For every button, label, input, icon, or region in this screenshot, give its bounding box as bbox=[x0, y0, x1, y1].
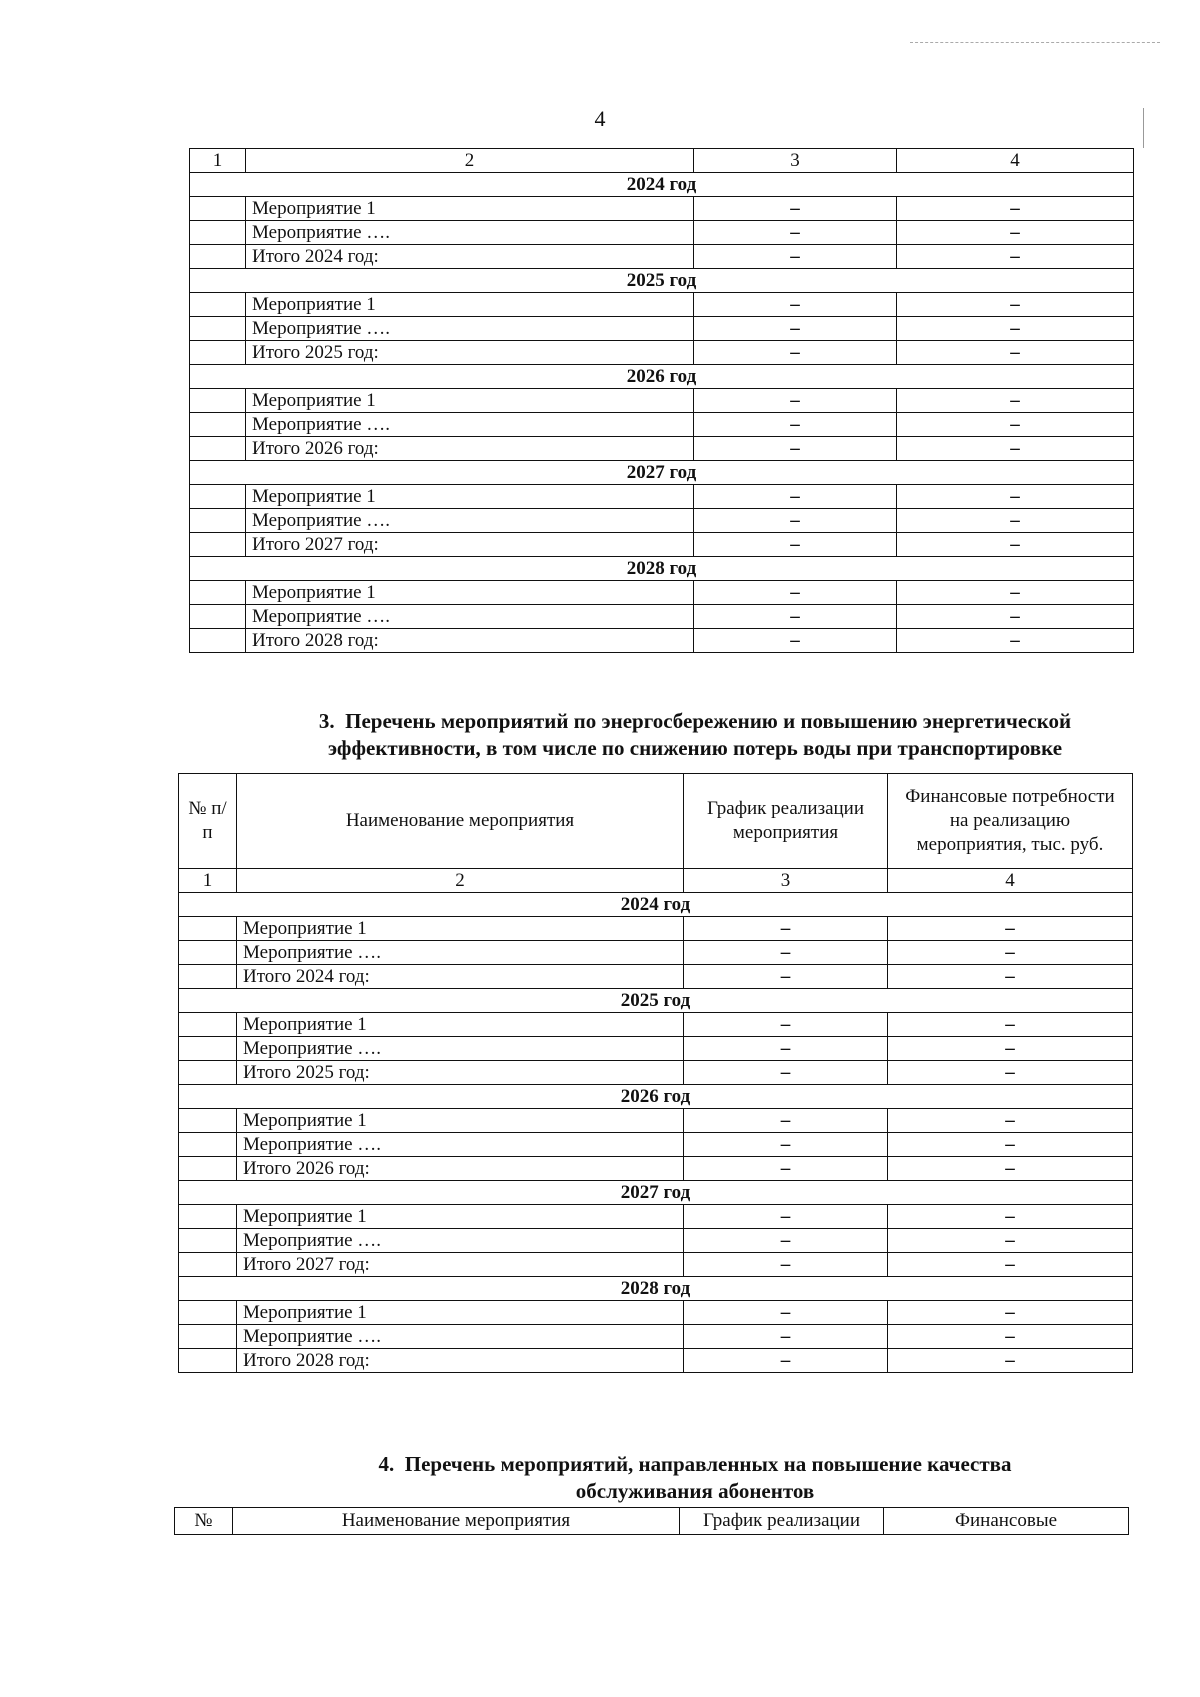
total-row bbox=[179, 1253, 1133, 1277]
event-name: Мероприятие …. bbox=[237, 1229, 684, 1253]
column-number-row bbox=[179, 869, 1133, 893]
table-row bbox=[179, 1013, 1133, 1037]
finance-cell: – bbox=[888, 1349, 1133, 1373]
table-row bbox=[190, 413, 1134, 437]
schedule-cell: – bbox=[684, 1229, 888, 1253]
year-label: 2026 год bbox=[179, 1085, 1133, 1109]
year-label: 2027 год bbox=[179, 1181, 1133, 1205]
finance-cell: – bbox=[897, 221, 1134, 245]
event-name: Мероприятие 1 bbox=[246, 197, 694, 221]
total-label: Итого 2027 год: bbox=[246, 533, 694, 557]
finance-cell: – bbox=[897, 389, 1134, 413]
column-number: 2 bbox=[246, 149, 694, 173]
table-continuation bbox=[189, 148, 1134, 653]
finance-cell: – bbox=[897, 293, 1134, 317]
finance-cell: – bbox=[888, 1061, 1133, 1085]
total-row bbox=[190, 341, 1134, 365]
header-schedule: График реализации bbox=[680, 1508, 884, 1535]
finance-cell: – bbox=[897, 413, 1134, 437]
header-number: № bbox=[175, 1508, 233, 1535]
finance-cell: – bbox=[888, 917, 1133, 941]
year-label: 2028 год bbox=[179, 1277, 1133, 1301]
finance-cell: – bbox=[888, 1229, 1133, 1253]
finance-cell: – bbox=[888, 1253, 1133, 1277]
schedule-cell: – bbox=[684, 1325, 888, 1349]
year-label: 2025 год bbox=[179, 989, 1133, 1013]
year-label: 2027 год bbox=[190, 461, 1134, 485]
year-row bbox=[179, 1181, 1133, 1205]
table-row bbox=[179, 1205, 1133, 1229]
finance-cell: – bbox=[888, 1325, 1133, 1349]
table-row bbox=[179, 1109, 1133, 1133]
schedule-cell: – bbox=[684, 965, 888, 989]
total-row bbox=[190, 629, 1134, 653]
total-label: Итого 2028 год: bbox=[246, 629, 694, 653]
header-schedule: График реализации мероприятия bbox=[684, 774, 888, 869]
total-row bbox=[190, 437, 1134, 461]
header-number: № п/п bbox=[179, 774, 237, 869]
schedule-cell: – bbox=[684, 1109, 888, 1133]
schedule-cell: – bbox=[684, 1061, 888, 1085]
schedule-cell: – bbox=[694, 221, 897, 245]
schedule-cell: – bbox=[684, 941, 888, 965]
finance-cell: – bbox=[888, 1157, 1133, 1181]
total-row bbox=[179, 965, 1133, 989]
section-3-title-line2: эффективности, в том числе по снижению потерь воды при транспортировке bbox=[327, 736, 1063, 760]
column-number: 1 bbox=[179, 869, 237, 893]
scan-artifact bbox=[910, 42, 1160, 43]
table-row bbox=[190, 389, 1134, 413]
table-row bbox=[179, 1133, 1133, 1157]
section-number: 3. bbox=[318, 709, 335, 733]
table-row bbox=[179, 941, 1133, 965]
finance-cell: – bbox=[897, 581, 1134, 605]
schedule-cell: – bbox=[684, 1349, 888, 1373]
finance-cell: – bbox=[897, 341, 1134, 365]
schedule-cell: – bbox=[694, 437, 897, 461]
schedule-cell: – bbox=[694, 389, 897, 413]
schedule-cell: – bbox=[694, 581, 897, 605]
column-number-row bbox=[190, 149, 1134, 173]
finance-cell: – bbox=[897, 197, 1134, 221]
year-row bbox=[190, 269, 1134, 293]
year-label: 2028 год bbox=[190, 557, 1134, 581]
total-label: Итого 2025 год: bbox=[237, 1061, 684, 1085]
column-number: 4 bbox=[888, 869, 1133, 893]
header-row bbox=[175, 1508, 1129, 1535]
event-name: Мероприятие …. bbox=[237, 1133, 684, 1157]
finance-cell: – bbox=[897, 485, 1134, 509]
year-row bbox=[179, 1085, 1133, 1109]
event-name: Мероприятие 1 bbox=[237, 1109, 684, 1133]
event-name: Мероприятие …. bbox=[237, 1037, 684, 1061]
finance-cell: – bbox=[888, 1109, 1133, 1133]
total-label: Итого 2027 год: bbox=[237, 1253, 684, 1277]
schedule-cell: – bbox=[694, 197, 897, 221]
finance-cell: – bbox=[897, 533, 1134, 557]
total-label: Итого 2028 год: bbox=[237, 1349, 684, 1373]
total-row bbox=[179, 1349, 1133, 1373]
finance-cell: – bbox=[888, 1013, 1133, 1037]
header-name: Наименование мероприятия bbox=[237, 774, 684, 869]
year-row bbox=[179, 1277, 1133, 1301]
event-name: Мероприятие 1 bbox=[237, 1205, 684, 1229]
table-row bbox=[190, 293, 1134, 317]
event-name: Мероприятие 1 bbox=[246, 389, 694, 413]
total-label: Итого 2026 год: bbox=[237, 1157, 684, 1181]
year-row bbox=[190, 173, 1134, 197]
schedule-cell: – bbox=[694, 413, 897, 437]
event-name: Мероприятие …. bbox=[237, 1325, 684, 1349]
event-name: Мероприятие …. bbox=[237, 941, 684, 965]
section-4-heading bbox=[260, 1451, 1130, 1505]
schedule-cell: – bbox=[694, 245, 897, 269]
table-row bbox=[190, 221, 1134, 245]
column-number: 1 bbox=[190, 149, 246, 173]
event-name: Мероприятие …. bbox=[246, 317, 694, 341]
finance-cell: – bbox=[897, 317, 1134, 341]
finance-cell: – bbox=[897, 437, 1134, 461]
column-number: 2 bbox=[237, 869, 684, 893]
finance-cell: – bbox=[897, 605, 1134, 629]
finance-cell: – bbox=[888, 965, 1133, 989]
page-number: 4 bbox=[594, 106, 606, 131]
event-name: Мероприятие 1 bbox=[237, 1013, 684, 1037]
schedule-cell: – bbox=[684, 1157, 888, 1181]
event-name: Мероприятие …. bbox=[246, 413, 694, 437]
schedule-cell: – bbox=[684, 1253, 888, 1277]
year-row bbox=[190, 557, 1134, 581]
header-finance: Финансовые потребности на реализацию мероприятия, тыс. руб. bbox=[888, 774, 1133, 869]
total-label: Итого 2024 год: bbox=[237, 965, 684, 989]
schedule-cell: – bbox=[694, 317, 897, 341]
total-row bbox=[179, 1157, 1133, 1181]
header-row bbox=[179, 774, 1133, 869]
table-row bbox=[179, 1301, 1133, 1325]
section-4-title-line2: обслуживания абонентов bbox=[575, 1479, 815, 1503]
table-row bbox=[179, 917, 1133, 941]
column-number: 3 bbox=[694, 149, 897, 173]
schedule-cell: – bbox=[684, 917, 888, 941]
total-row bbox=[190, 245, 1134, 269]
section-4-title-line1 bbox=[260, 1451, 1130, 1478]
finance-cell: – bbox=[888, 1037, 1133, 1061]
section-title: Перечень мероприятий, направленных на повышение качества bbox=[404, 1452, 1012, 1476]
year-row bbox=[190, 365, 1134, 389]
table-row bbox=[190, 197, 1134, 221]
section-title: Перечень мероприятий по энергосбережению и повышению энергетической bbox=[345, 709, 1072, 733]
total-label: Итого 2026 год: bbox=[246, 437, 694, 461]
event-name: Мероприятие 1 bbox=[246, 485, 694, 509]
column-number: 3 bbox=[684, 869, 888, 893]
section-3-heading bbox=[260, 708, 1130, 762]
year-label: 2024 год bbox=[190, 173, 1134, 197]
schedule-cell: – bbox=[694, 629, 897, 653]
schedule-cell: – bbox=[694, 605, 897, 629]
finance-cell: – bbox=[888, 1133, 1133, 1157]
section-3-title-line1 bbox=[260, 708, 1130, 735]
schedule-cell: – bbox=[684, 1301, 888, 1325]
event-name: Мероприятие 1 bbox=[237, 1301, 684, 1325]
table-row bbox=[179, 1229, 1133, 1253]
year-label: 2026 год bbox=[190, 365, 1134, 389]
total-row bbox=[179, 1061, 1133, 1085]
table-row bbox=[190, 485, 1134, 509]
year-label: 2025 год bbox=[190, 269, 1134, 293]
schedule-cell: – bbox=[694, 509, 897, 533]
event-name: Мероприятие …. bbox=[246, 221, 694, 245]
schedule-cell: – bbox=[684, 1037, 888, 1061]
event-name: Мероприятие 1 bbox=[246, 293, 694, 317]
year-row bbox=[179, 893, 1133, 917]
finance-cell: – bbox=[888, 941, 1133, 965]
finance-cell: – bbox=[897, 629, 1134, 653]
year-row bbox=[179, 989, 1133, 1013]
table-row bbox=[190, 509, 1134, 533]
service-quality-table bbox=[174, 1507, 1129, 1535]
column-number: 4 bbox=[897, 149, 1134, 173]
section-number: 4. bbox=[378, 1452, 395, 1476]
event-name: Мероприятие 1 bbox=[246, 581, 694, 605]
finance-cell: – bbox=[888, 1205, 1133, 1229]
total-label: Итого 2025 год: bbox=[246, 341, 694, 365]
schedule-cell: – bbox=[694, 533, 897, 557]
event-name: Мероприятие …. bbox=[246, 509, 694, 533]
event-name: Мероприятие …. bbox=[246, 605, 694, 629]
schedule-cell: – bbox=[694, 485, 897, 509]
finance-cell: – bbox=[897, 509, 1134, 533]
schedule-cell: – bbox=[694, 341, 897, 365]
energy-saving-table bbox=[178, 773, 1133, 1373]
schedule-cell: – bbox=[684, 1013, 888, 1037]
event-name: Мероприятие 1 bbox=[237, 917, 684, 941]
table-row bbox=[179, 1325, 1133, 1349]
total-row bbox=[190, 533, 1134, 557]
header-finance: Финансовые bbox=[884, 1508, 1129, 1535]
total-label: Итого 2024 год: bbox=[246, 245, 694, 269]
finance-cell: – bbox=[897, 245, 1134, 269]
year-label: 2024 год bbox=[179, 893, 1133, 917]
header-name: Наименование мероприятия bbox=[233, 1508, 680, 1535]
table-row bbox=[190, 581, 1134, 605]
table-row bbox=[179, 1037, 1133, 1061]
schedule-cell: – bbox=[684, 1133, 888, 1157]
finance-cell: – bbox=[888, 1301, 1133, 1325]
table-row bbox=[190, 605, 1134, 629]
year-row bbox=[190, 461, 1134, 485]
schedule-cell: – bbox=[694, 293, 897, 317]
schedule-cell: – bbox=[684, 1205, 888, 1229]
table-row bbox=[190, 317, 1134, 341]
